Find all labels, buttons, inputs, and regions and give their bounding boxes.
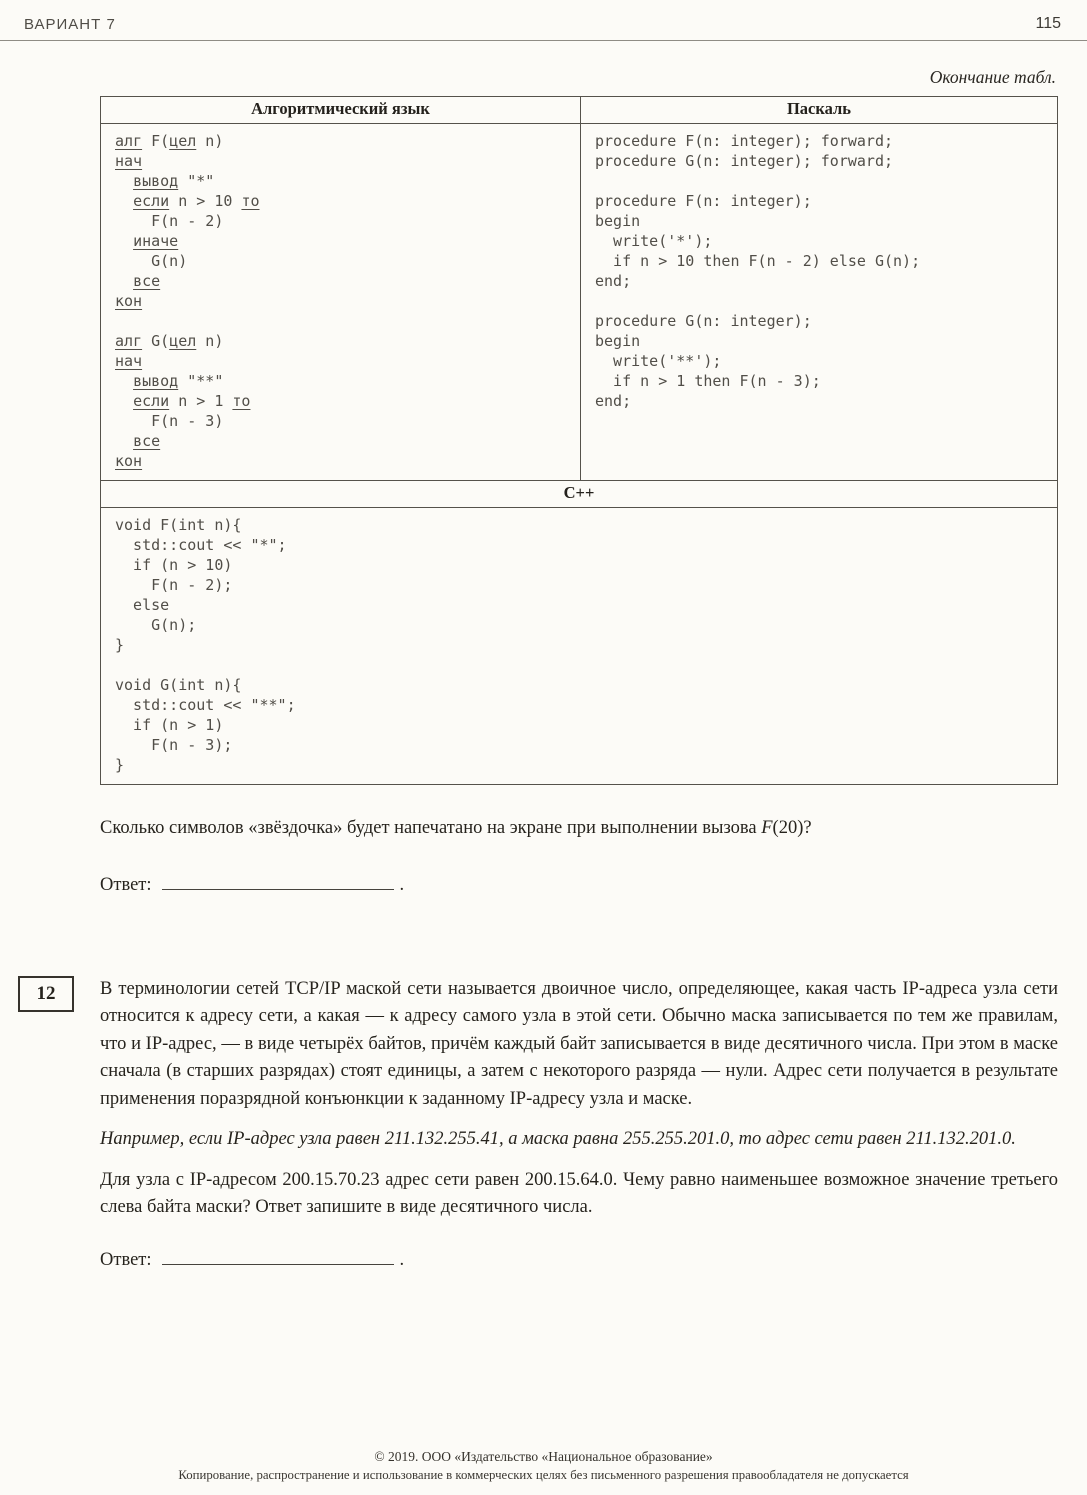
answer-blank — [162, 876, 394, 890]
answer-line — [100, 875, 1058, 896]
task-answer-line — [100, 1250, 1058, 1271]
page-content — [36, 67, 1058, 1271]
cpp-section-header: C++ — [101, 481, 1057, 508]
answer-label: Ответ: — [100, 874, 152, 895]
table-caption: Окончание табл. — [929, 67, 1056, 87]
answer-period: . — [399, 874, 405, 895]
column-header-pascal: Паскаль — [581, 97, 1057, 124]
page-number: 115 — [1035, 15, 1061, 32]
cpp-code: void F(int n){ std::cout << "*"; if (n > 10) F(n - 2); else G(n); } void G(int n){ std::cout << "**"; if (n > 1) F(n - 3); } — [115, 516, 296, 774]
variant-label: ВАРИАНТ 7 — [24, 16, 116, 33]
task-example: Например, если IP-адрес узла равен 211.132.255.41, а маска равна 255.255.201.0, то адрес сети равен 211.132.201.0. — [100, 1129, 1016, 1149]
table-header-row — [101, 97, 1057, 124]
pascal-code-cell — [581, 124, 1057, 480]
column-header-algorithmic: Алгоритмический язык — [101, 97, 581, 124]
page-header — [0, 0, 1087, 41]
code-table — [100, 96, 1058, 785]
cpp-code-cell — [101, 508, 1057, 784]
task-12 — [36, 976, 1058, 1271]
pascal-code: procedure F(n: integer); forward; procedure G(n: integer); forward; procedure F(n: integer); begin write('*'); if n > 10 then F(n - 2) else G(n); end; procedure G(n: integer); begin write('**'); if n > 1 then F(n - 3); end; — [595, 132, 921, 410]
function-call-args: (20)? — [772, 818, 812, 838]
task-paragraph-2: Для узла с IP-адресом 200.15.70.23 адрес сети равен 200.15.64.0. Чему равно наименьшее возможное значение третьего слева байта маски? Ответ запишите в виде десятичного числа. — [100, 1169, 1058, 1217]
question-text-before: Сколько символов «звёздочка» будет напечатано на экране при выполнении вызова — [100, 818, 762, 838]
page-footer — [0, 1449, 1087, 1483]
question-text — [100, 815, 1058, 843]
task-paragraph-1: В терминологии сетей TCP/IP маской сети называется двоичное число, определяющее, какая часть IP-адреса узла сети относится к адресу сети, а какая — к адресу самого узла в этой сети. Обычно маска записывается по тем же правилам, что и IP-адрес, — в виде четырёх байтов, причём каждый байт записывается в виде десятичного числа. При этом в маске сначала (в старших разрядах) стоят единицы, а затем с некоторого разряда — нули. Адрес сети получается в результате применения поразрядной конъюнкции к заданному IP-адресу узла и маске. — [100, 978, 1058, 1109]
task-answer-period: . — [399, 1249, 405, 1270]
function-call-name: F — [761, 818, 773, 838]
footer-notice: Копирование, распространение и использование в коммерческих целях без письменного разрешения правообладателя не допускается — [178, 1468, 909, 1482]
algorithmic-code: алг F(цел n) нач вывод "*" если n > 10 то F(n - 2) иначе G(n) все кон алг G(цел n) нач вывод "**" если n > 1 то F(n - 3) все кон — [115, 132, 260, 470]
task-answer-blank — [162, 1251, 394, 1265]
footer-copyright: © 2019. ООО «Издательство «Национальное образование» — [374, 1449, 713, 1464]
algorithmic-code-cell — [101, 124, 581, 480]
task-number-box: 12 — [18, 976, 74, 1012]
table-code-row — [101, 124, 1057, 481]
task-answer-label: Ответ: — [100, 1249, 152, 1270]
